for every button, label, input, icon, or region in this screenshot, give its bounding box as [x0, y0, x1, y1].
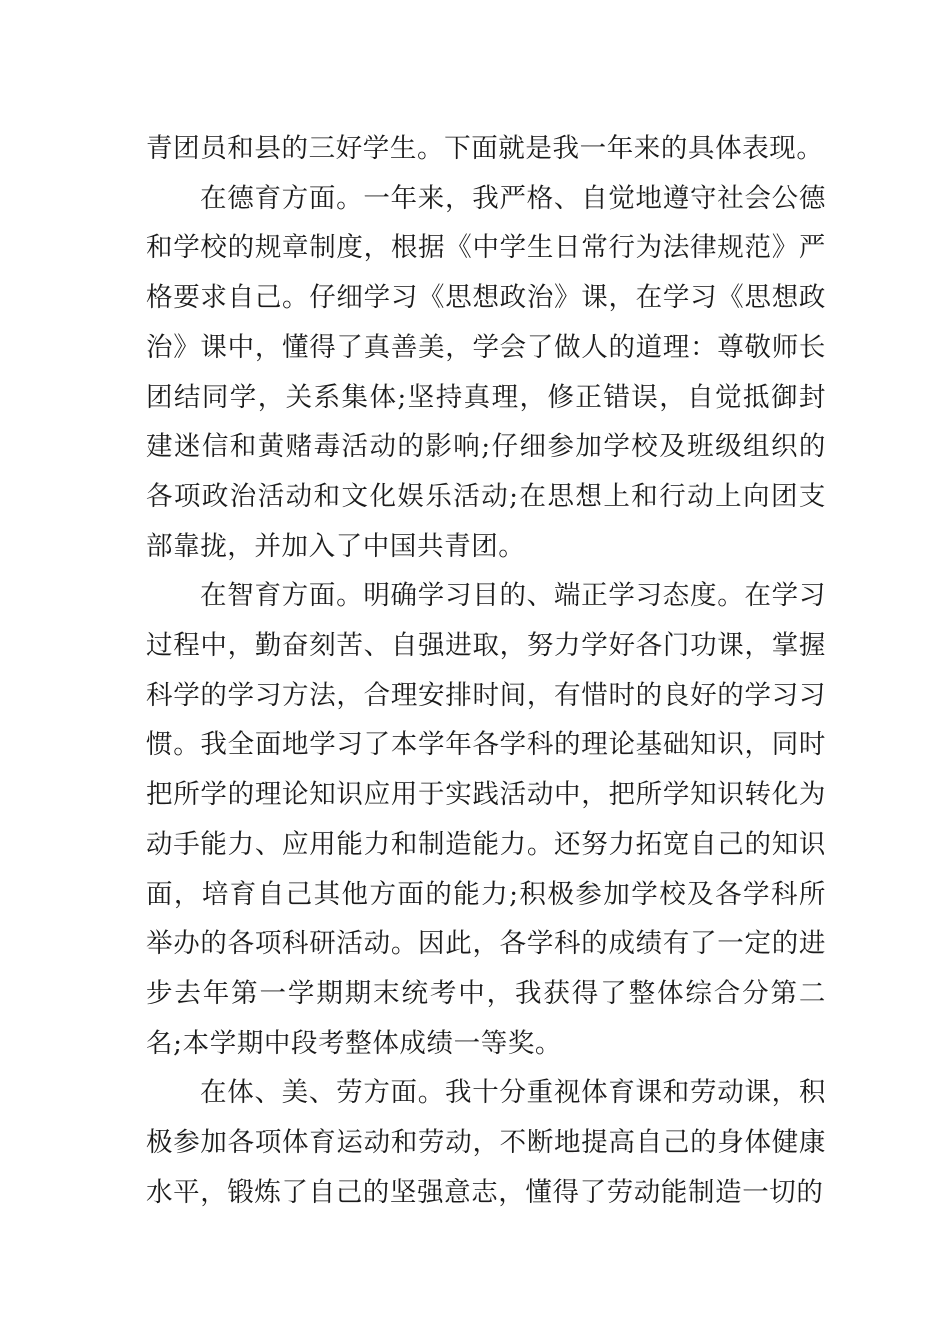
- paragraph-intellectual-education: 在智育方面。明确学习目的、端正学习态度。在学习过程中，勤奋刻苦、自强进取，努力学好各门功课，掌握科学的学习方法，合理安排时间，有惜时的良好的学习习惯。我全面地学习了本学年各学科的理论基础知识，同时把所学的理论知识应用于实践活动中，把所学知识转化为动手能力、应用能力和制造能力。还努力拓宽自己的知识面，培育自己其他方面的能力;积极参加学校及各学科所举办的各项科研活动。因此，各学科的成绩有了一定的进步去年第一学期期末统考中，我获得了整体综合分第二名;本学期中段考整体成绩一等奖。: [146, 580, 826, 1059]
- paragraph-physical-aesthetic-labor: 在体、美、劳方面。我十分重视体育课和劳动课，积极参加各项体育运动和劳动，不断地提高自己的身体健康水平，锻炼了自己的坚强意志，懂得了劳动能制造一切的: [146, 1077, 826, 1208]
- paragraph-continuation: 青团员和县的三好学生。下面就是我一年来的具体表现。: [146, 133, 824, 164]
- paragraph-moral-education: 在德育方面。一年来，我严格、自觉地遵守社会公德和学校的规章制度，根据《中学生日常行为法律规范》严格要求自己。仔细学习《思想政治》课，在学习《思想政治》课中，懂得了真善美，学会了做人的道理：尊敬师长团结同学，关系集体;坚持真理，修正错误，自觉抵御封建迷信和黄赌毒活动的影响;仔细参加学校及班级组织的各项政治活动和文化娱乐活动;在思想上和行动上向团支部靠拢，并加入了中国共青团。: [146, 182, 826, 562]
- document-body: [146, 124, 826, 1217]
